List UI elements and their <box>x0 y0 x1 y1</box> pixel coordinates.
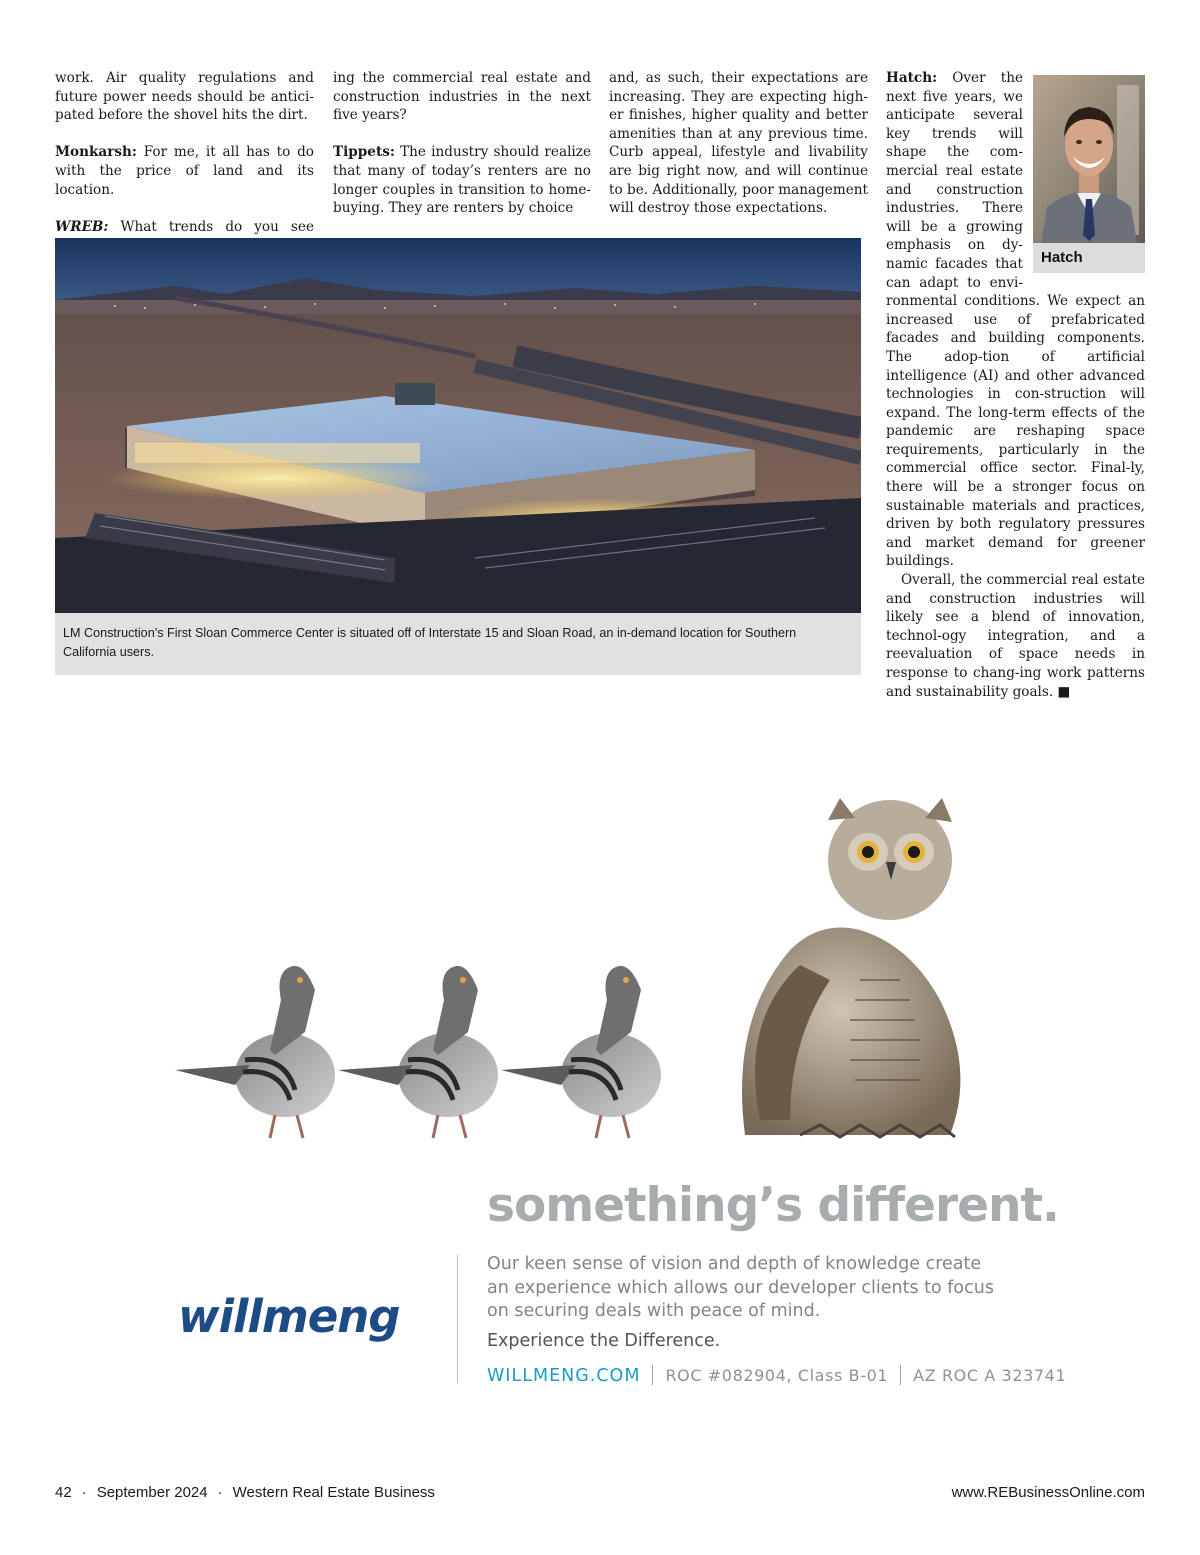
answer-text: Over the next five years, we anticipate several key trends will shape the com-mercial real estate and construction industries. There will be a growing emphasis on dy-namic facades that can adapt to envi-ronmental conditions. We expect an increased use of prefabricated facades and building components. The adop-tion of artificial intelligence (AI) and other advanced technologies in con-struction will expand. The long-term effects of the pandemic are reshaping space requirements, particularly in the commercial office sector. Final-ly, there will be a stronger focus on sustainable materials and practices, driven by both regulatory pressures and market demand for greener buildings. <box>886 70 1145 570</box>
answer-text: The industry should realize that many of today’s renters are no longer couples in transition to home-buying. They are renters by choice <box>333 144 591 217</box>
speaker-label: Hatch: <box>886 70 938 86</box>
paragraph: and, as such, their expectations are increasing. They are expecting high-er finishes, higher quality and better amenities than at any previous time. Curb appeal, lifestyle and livability are big right now, and will continue to be. Additionally, poor management will destroy those expectations. <box>609 70 868 217</box>
az-roc-license: AZ ROC A 323741 <box>913 1366 1067 1385</box>
separator-dot: · <box>217 1484 223 1501</box>
article-column-4 <box>886 69 1145 701</box>
page-number: 42 <box>55 1484 72 1501</box>
portrait-caption: Hatch <box>1041 249 1083 266</box>
paragraph <box>333 143 591 217</box>
pigeon-icon <box>338 966 498 1138</box>
pigeon-icon <box>175 966 335 1138</box>
answer-text: For me, it all has to do with the price of land and its location. <box>55 144 314 198</box>
paragraph: Overall, the commercial real estate and construction industries will likely see a blend of innovation, technol-ogy integration, and a reevaluation of space needs in response to chang-ing work patterns and sustainability goals. ■ <box>886 572 1145 700</box>
speaker-label: WREB: <box>55 218 109 235</box>
photo-caption: LM Construction’s First Sloan Commerce Center is situated off of Interstate 15 and Sloan Road, an in-demand location for Southern California users. <box>63 626 797 659</box>
ad-contact-line <box>487 1365 1066 1386</box>
separator-dot: · <box>81 1484 87 1501</box>
ad-website-link[interactable]: WILLMENG.COM <box>487 1366 641 1386</box>
ad-body-text: Our keen sense of vision and depth of knowledge create an experience which allows our developer clients to focus on securing deals with peace of mind. <box>487 1254 994 1321</box>
aerial-warehouse-photo <box>55 238 861 613</box>
question-text: What trends do you see <box>120 218 314 235</box>
speaker-label: Monkarsh: <box>55 144 137 161</box>
ad-birds-illustration <box>0 780 1200 1160</box>
article-column-3 <box>609 69 868 218</box>
speaker-label: Tippets: <box>333 144 395 161</box>
article-photo-figure <box>55 238 861 675</box>
footer-website-link[interactable]: www.REBusinessOnline.com <box>951 1484 1145 1501</box>
article-column-2 <box>333 69 591 218</box>
roc-license: ROC #082904, Class B-01 <box>665 1366 889 1385</box>
pigeon-icon <box>501 966 661 1138</box>
ad-headline: something’s different. <box>487 1178 1059 1233</box>
separator <box>900 1365 901 1385</box>
paragraph: ing the commercial real estate and construction industries in the next five years? <box>333 70 591 124</box>
paragraph: work. Air quality regulations and future power needs should be antici-pated before the shovel hits the dirt. <box>55 70 314 124</box>
page-footer-left <box>55 1484 435 1501</box>
ad-tagline: Experience the Difference. <box>487 1331 721 1351</box>
issue-date: September 2024 <box>96 1484 208 1501</box>
ad-divider <box>457 1255 458 1383</box>
owl-icon <box>742 798 960 1137</box>
portrait-photo <box>1033 75 1145 243</box>
separator <box>652 1365 653 1385</box>
publication-name: Western Real Estate Business <box>232 1484 435 1501</box>
article-column-1 <box>55 69 314 255</box>
willmeng-logo[interactable]: willmeng <box>178 1290 400 1343</box>
hatch-portrait <box>1033 75 1145 273</box>
paragraph <box>55 143 314 199</box>
